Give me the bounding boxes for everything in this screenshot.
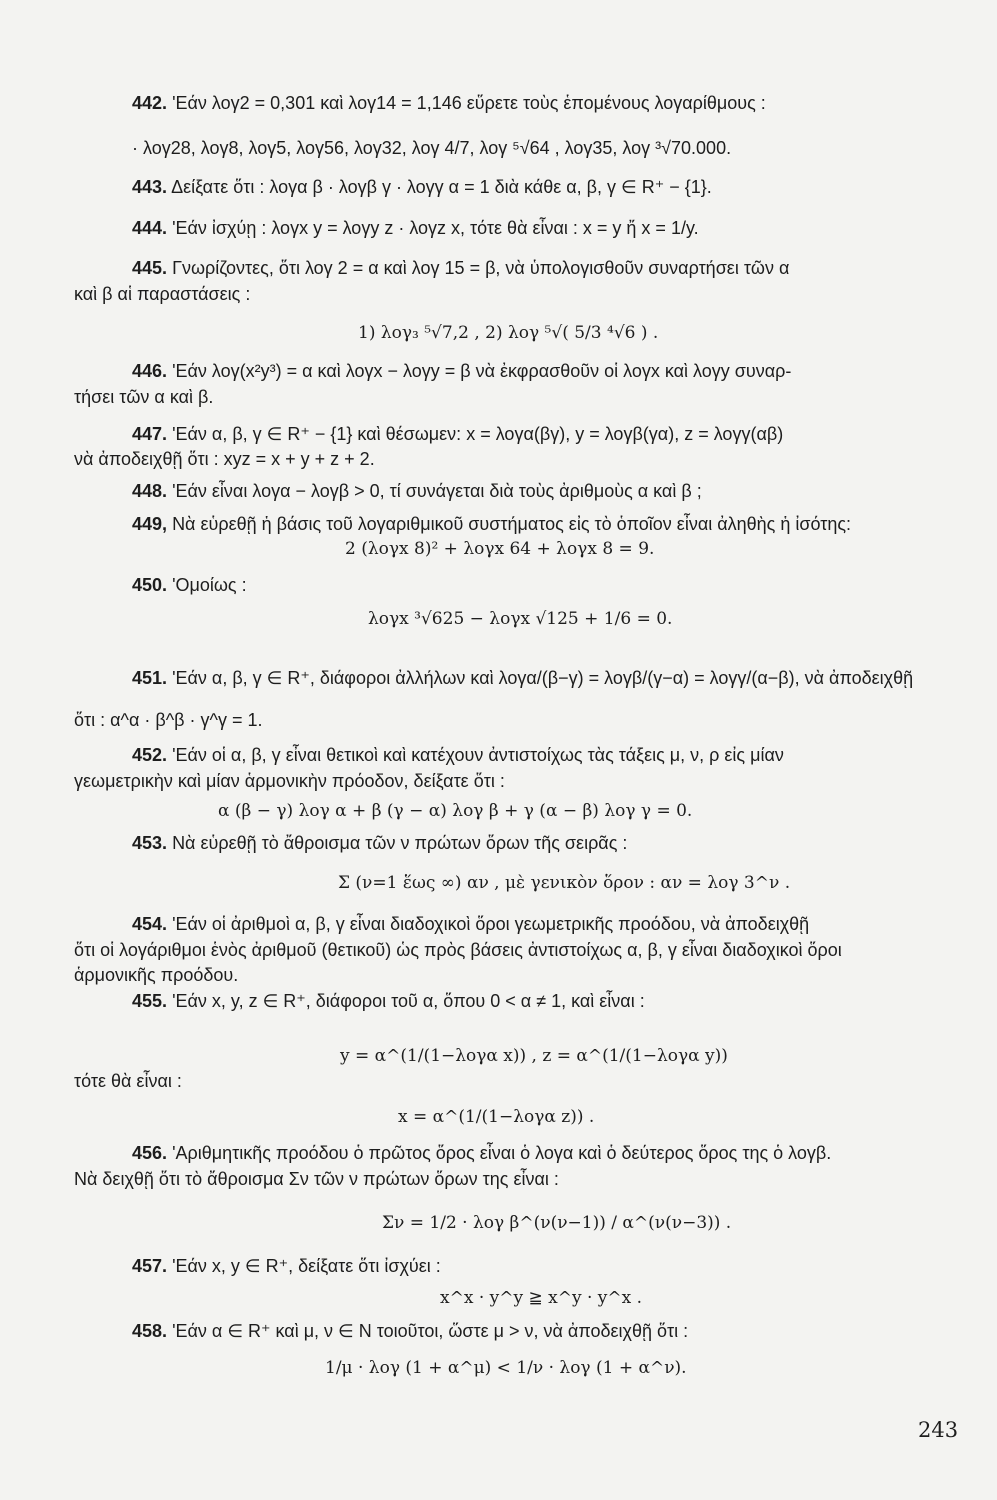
problem-449-line-1: 449, Νὰ εὑρεθῇ ἡ βάσις τοῦ λογαριθμικοῦ συστήματος εἰς τὸ ὁποῖον εἶναι ἀληθὴς ἡ ἰσότης: — [132, 514, 852, 534]
problem-445-formulas: 1) λογ₃ ⁵√7,2 , 2) λογ ⁵√( 5/3 ⁴√6 ) . — [358, 323, 659, 343]
problem-456-line-2: Νὰ δειχθῇ ὅτι τὸ ἄθροισμα Σν τῶν ν πρώτων ὅρων της εἶναι : — [74, 1169, 559, 1189]
problem-446-line-1: 446. 'Εάν λογ(x²y³) = α καὶ λογx − λογy = β νὰ ἐκφρασθοῦν οἱ λογx καὶ λογy συναρ- — [132, 361, 792, 381]
problem-446-line-2: τήσει τῶν α καὶ β. — [74, 387, 214, 407]
problem-445-line-1: 445. Γνωρίζοντες, ὅτι λογ 2 = α καὶ λογ 15 = β, νὰ ὑπολογισθοῦν συναρτήσει τῶν α — [132, 258, 790, 278]
problem-447-line-1: 447. 'Εάν α, β, γ ∈ R⁺ − {1} καὶ θέσωμεν: x = λογα(βγ), y = λογβ(γα), z = λογγ(αβ) — [132, 424, 784, 444]
problem-458-line-1: 458. 'Εάν α ∈ R⁺ καὶ μ, ν ∈ N τοιοῦτοι, ὥστε μ > ν, νὰ ἀποδειχθῇ ὅτι : — [132, 1321, 689, 1341]
problem-455-line-2: τότε θὰ εἶναι : — [74, 1071, 182, 1091]
problem-442-line-1: 442. 'Εάν λογ2 = 0,301 καὶ λογ14 = 1,146 εὕρετε τοὺς ἑπομένους λογαρίθμους : — [132, 93, 766, 113]
problem-450-formula: λογx ³√625 − λογx √125 + 1/6 = 0. — [368, 609, 673, 629]
problem-457-formula: x^x · y^y ≧ x^y · y^x . — [440, 1288, 643, 1308]
problem-452-line-2: γεωμετρικὴν καὶ μίαν ἁρμονικὴν πρόοδον, δείξατε ὅτι : — [74, 771, 505, 791]
problem-443: 443. Δείξατε ὅτι : λογα β · λογβ γ · λογγ α = 1 διὰ κάθε α, β, γ ∈ R⁺ − {1}. — [132, 177, 712, 197]
problem-452-line-1: 452. 'Εάν οἱ α, β, γ εἶναι θετικοὶ καὶ κατέχουν ἀντιστοίχως τὰς τάξεις μ, ν, ρ εἰς μίαν — [132, 745, 784, 765]
problem-442-line-2: · λογ28, λογ8, λογ5, λογ56, λογ32, λογ 4/7, λογ ⁵√64 , λογ35, λογ ³√70.000. — [132, 138, 732, 158]
problem-452-formula: α (β − γ) λογ α + β (γ − α) λογ β + γ (α − β) λογ γ = 0. — [218, 801, 693, 821]
problem-455-line-1: 455. 'Εάν x, y, z ∈ R⁺, διάφοροι τοῦ α, ὅπου 0 < α ≠ 1, καὶ εἶναι : — [132, 991, 645, 1011]
problem-444: 444. 'Εάν ἰσχύῃ : λογx y = λογy z · λογz x, τότε θὰ εἶναι : x = y ἤ x = 1/y. — [132, 218, 699, 238]
problem-445-line-2: καὶ β αἱ παραστάσεις : — [74, 284, 251, 304]
problem-449-formula: 2 (λογx 8)² + λογx 64 + λογx 8 = 9. — [345, 539, 655, 559]
problem-453-line-1: 453. Νὰ εὑρεθῇ τὸ ἄθροισμα τῶν ν πρώτων ὅρων τῆς σειρᾶς : — [132, 833, 628, 853]
problem-448: 448. 'Εάν εἶναι λογα − λογβ > 0, τί συνάγεται διὰ τοὺς ἀριθμοὺς α καὶ β ; — [132, 481, 702, 501]
problem-447-line-2: νὰ ἀποδειχθῇ ὅτι : xyz = x + y + z + 2. — [74, 449, 375, 469]
problem-455-formula-yz: y = α^(1/(1−λογα x)) , z = α^(1/(1−λογα y)) — [340, 1046, 728, 1066]
problem-456-formula: Σν = 1/2 · λογ β^(ν(ν−1)) / α^(ν(ν−3)) . — [382, 1213, 732, 1233]
problem-450-line-1: 450. 'Ομοίως : — [132, 575, 247, 595]
problem-451-line-1: 451. 'Εάν α, β, γ ∈ R⁺, διάφοροι ἀλλήλων καὶ λογα/(β−γ) = λογβ/(γ−α) = λογγ/(α−β), νὰ ἀποδειχθῇ — [132, 668, 914, 688]
page-number: 243 — [918, 1418, 959, 1442]
problem-454-line-1: 454. 'Εάν οἱ ἀριθμοὶ α, β, γ εἶναι διαδοχικοὶ ὅροι γεωμετρικῆς προόδου, νὰ ἀποδειχθῇ — [132, 914, 810, 934]
problem-453-formula: Σ (ν=1 ἕως ∞) αν , μὲ γενικὸν ὅρον : αν = λογ 3^ν . — [338, 873, 791, 893]
problem-456-line-1: 456. 'Αριθμητικῆς προόδου ὁ πρῶτος ὅρος εἶναι ὁ λογα καὶ ὁ δεύτερος ὅρος της ὁ λογβ. — [132, 1143, 832, 1163]
problem-451-line-2: ὅτι : α^α · β^β · γ^γ = 1. — [74, 710, 263, 730]
problem-454-line-2: ὅτι οἱ λογάριθμοι ἑνὸς ἀριθμοῦ (θετικοῦ) ὡς πρὸς βάσεις ἀντιστοίχως α, β, γ εἶναι διαδοχικοὶ ὅροι — [74, 940, 842, 960]
problem-458-formula: 1/μ · λογ (1 + α^μ) < 1/ν · λογ (1 + α^ν). — [325, 1358, 687, 1378]
problem-455-formula-x: x = α^(1/(1−λογα z)) . — [398, 1107, 595, 1127]
problem-457-line-1: 457. 'Εάν x, y ∈ R⁺, δείξατε ὅτι ἰσχύει : — [132, 1256, 441, 1276]
problem-454-line-3: ἁρμονικῆς προόδου. — [74, 965, 239, 985]
